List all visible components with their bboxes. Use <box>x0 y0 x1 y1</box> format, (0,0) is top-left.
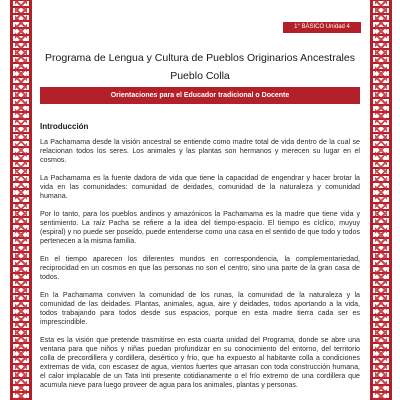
paragraph: Esta es la visión que pretende trasmitirse en esta cuarta unidad del Programa, donde se abre una ventana para que niños y niñas puedan profundizar en su conocimiento del entorno, del territorio colla de precordillera y cordillera, desértico y frío, que ha expuesto al habitante colla a condiciones extremas de vida, con escasez de agua, vientos fuertes que arrasan con toda construcción humana, el calor implacable de un Tata Inti presente cotidianamente o el frío extremo de una cordillera que acumula nieve para luego proveer de agua para los animales, plantas y personas. <box>40 336 360 389</box>
paragraph: Por lo tanto, para los pueblos andinos y amazónicos la Pachamama es la madre que tiene vida y sentimiento. La raíz Pacha se refiere a la idea del tiempo-espacio. El tiempo es cíclico, muyuy (espiral) y no puede ser poseído, puede entenderse como una casa en el sentido de que todo y todos pertenecen a la misma familia. <box>40 210 360 245</box>
orientation-banner: Orientaciones para el Educador tradicional o Docente <box>40 87 360 104</box>
unit-badge: 1° BÁSICO Unidad 4 <box>283 22 361 33</box>
people-title: Pueblo Colla <box>170 70 230 82</box>
paragraph: La Pachamama desde la visión ancestral se entiende como madre total de vida dentro de la cual se relacionan todos los seres. Los animales y las plantas son hermanos y merecen su lugar en el cosmos. <box>40 138 360 164</box>
document-body <box>40 122 360 399</box>
border-pattern <box>15 0 27 400</box>
paragraph: La Pachamama es la fuente dadora de vida que tiene la capacidad de engendrar y hacer brotar la vida en las comunidades: comunidad de deidades, comunidad de la naturaleza y comunidad humana. <box>40 174 360 200</box>
program-title: Programa de Lengua y Cultura de Pueblos Originarios Ancestrales <box>45 52 355 64</box>
paragraph: En la Pachamama conviven la comunidad de los runas, la comunidad de la naturaleza y la comunidad de las deidades. Plantas, animales, agua, aire y deidades, todos aportando a la vida, todos trabajando para todos desde sus espacios, porque en esta madre tierra cada ser es imprescindible. <box>40 291 360 326</box>
section-title: Introducción <box>40 122 89 131</box>
decorative-border-right <box>370 0 392 400</box>
paragraph: En el tiempo aparecen los diferentes mundos en correspondencia, la complementariedad, reciprocidad en un cosmos en que las personas no son el centro, sino una parte de la gran casa de todos. <box>40 255 360 281</box>
border-pattern <box>375 0 387 400</box>
decorative-border-left <box>10 0 32 400</box>
